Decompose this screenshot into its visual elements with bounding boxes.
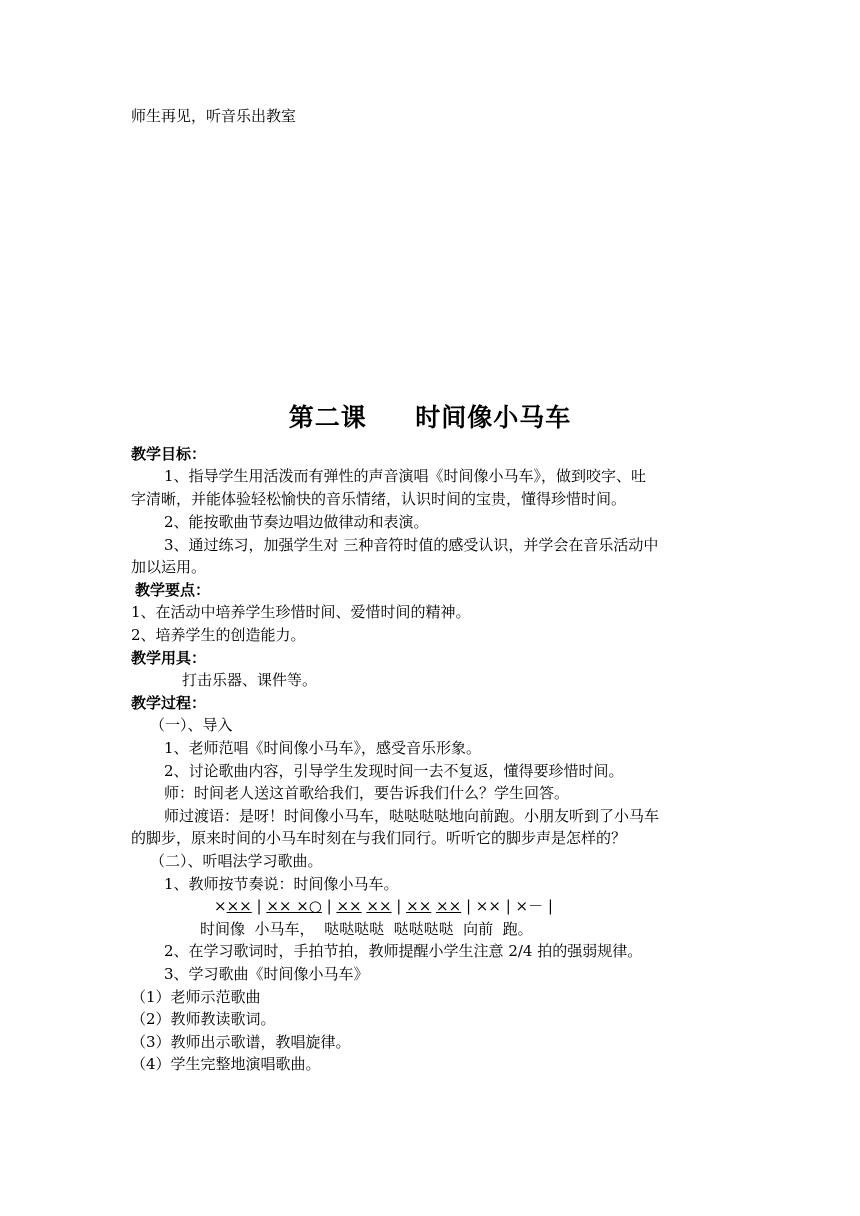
part-2-heading: （二）、听唱法学习歌曲。 xyxy=(150,852,323,870)
sub-item-4: （4）学生完整地演唱歌曲。 xyxy=(131,1055,321,1073)
rhythm-note-underlined: ×× xyxy=(366,897,392,915)
rhythm-barline: | xyxy=(321,897,337,915)
lesson-title: 第二课 时间像小马车 xyxy=(288,403,572,432)
rhythm-note: ×× xyxy=(475,897,501,915)
tools-text: 打击乐器、课件等。 xyxy=(182,671,318,689)
sub-item-2: （2）教师教读歌词。 xyxy=(131,1010,276,1028)
rhythm-note-underlined: ×× ×○ xyxy=(266,897,322,915)
rhythm-barline: | xyxy=(391,897,407,915)
rhythm-barline: | xyxy=(500,897,516,915)
rhythm-note: × xyxy=(214,897,227,915)
objective-3-line-1: 3、通过练习，加强学生对 三种音符时值的感受认识，并学会在音乐活动中 xyxy=(164,536,659,554)
part-1-item-1: 1、老师范唱《时间像小马车》，感受音乐形象。 xyxy=(164,739,482,757)
objective-1-line-2: 字清晰，并能体验轻松愉快的音乐情绪，认识时间的宝贵，懂得珍惜时间。 xyxy=(131,490,627,508)
key-point-1: 1、在活动中培养学生珍惜时间、爱惜时间的精神。 xyxy=(131,603,471,621)
part-1-transition-line-1: 师过渡语：是呀！时间像小马车，哒哒哒哒地向前跑。小朋友听到了小马车 xyxy=(164,807,660,825)
rhythm-lyrics: 时间像 小马车， 哒哒哒哒 哒哒哒哒 向前 跑。 xyxy=(200,920,533,938)
top-line: 师生再见，听音乐出教室 xyxy=(131,107,297,125)
sub-item-3: （3）教师出示歌谱，教唱旋律。 xyxy=(131,1033,351,1051)
key-point-2: 2、培养学生的创造能力。 xyxy=(131,626,306,644)
rhythm-note-underlined: ×× xyxy=(226,897,252,915)
part-1-item-2: 2、讨论歌曲内容，引导学生发现时间一去不复返，懂得要珍惜时间。 xyxy=(164,762,624,780)
objectives-heading: 教学目标： xyxy=(131,445,207,463)
rhythm-barline: | xyxy=(543,897,553,915)
key-points-heading: 教学要点： xyxy=(135,581,211,599)
objective-1-line-1: 1、指导学生用活泼而有弹性的声音演唱《时间像小马车》，做到咬字、吐 xyxy=(164,467,647,485)
rhythm-note: ×－ xyxy=(515,897,544,915)
rhythm-barline: | xyxy=(461,897,476,915)
part-1-transition-line-2: 的脚步，原来时间的小马车时刻在与我们同行。听听它的脚步声是怎样的？ xyxy=(131,829,627,847)
part-1-heading: （一）、导入 xyxy=(150,716,233,734)
rhythm-barline: | xyxy=(251,897,267,915)
tools-heading: 教学用具： xyxy=(131,649,207,667)
part-2-item-1: 1、教师按节奏说：时间像小马车。 xyxy=(164,875,399,893)
rhythm-note-underlined: ×× xyxy=(406,897,432,915)
rhythm-note-underlined: ×× xyxy=(336,897,362,915)
part-1-teacher: 师：时间老人送这首歌给我们，要告诉我们什么？学生回答。 xyxy=(164,784,570,802)
rhythm-note-underlined: ×× xyxy=(436,897,462,915)
part-2-item-3: 3、学习歌曲《时间像小马车》 xyxy=(164,965,369,983)
sub-item-1: （1）老师示范歌曲 xyxy=(131,988,261,1006)
objective-3-line-2: 加以运用。 xyxy=(131,558,207,576)
part-2-item-2: 2、在学习歌词时，手拍节拍，教师提醒小学生注意 2/4 拍的强弱规律。 xyxy=(164,942,643,960)
rhythm-notation xyxy=(214,896,553,916)
objective-2: 2、能按歌曲节奏边唱边做律动和表演。 xyxy=(164,513,429,531)
process-heading: 教学过程： xyxy=(131,694,207,712)
